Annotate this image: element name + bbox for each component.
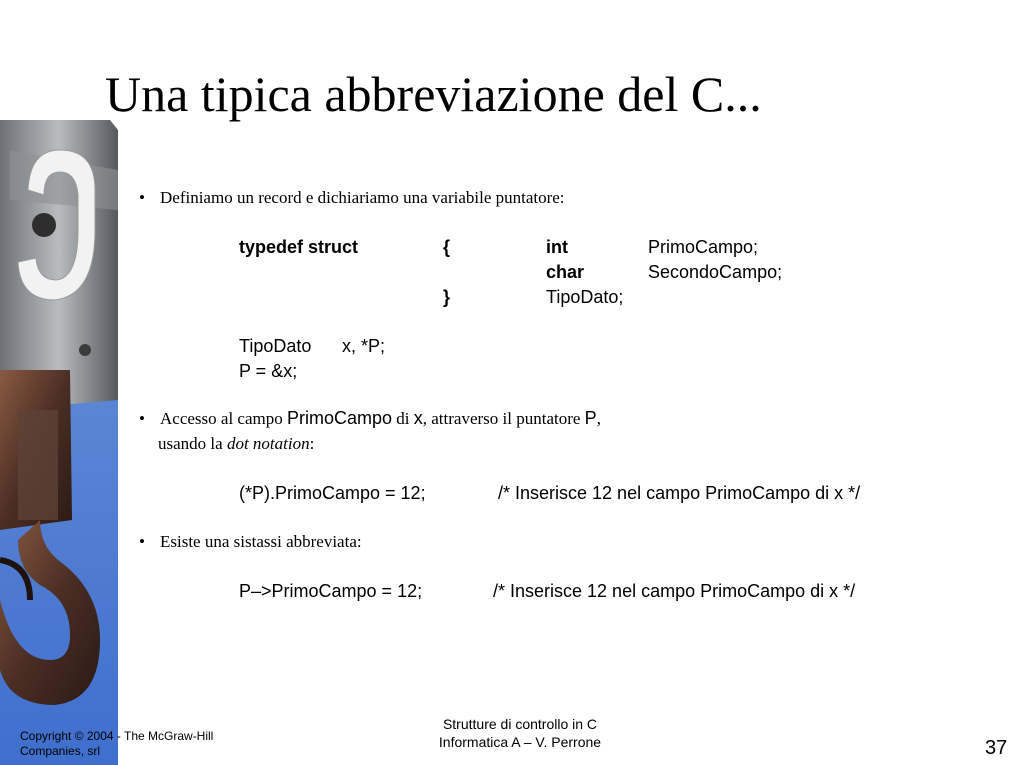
- bullet-accesso: [160, 407, 601, 430]
- line2-dot-notation: dot notation: [226, 434, 310, 453]
- code-decl-vars: x, *P;: [342, 336, 386, 356]
- code-dot-comment: /* Inserisce 12 nel campo PrimoCampo di x */: [498, 483, 861, 503]
- bullet-marker-3: •: [139, 532, 145, 551]
- bullet-sintassi: Esiste una sistassi abbreviata:: [160, 532, 362, 551]
- slide-title: Una tipica abbreviazione del C...: [105, 66, 762, 122]
- code-arrow-comment: /* Inserisce 12 nel campo PrimoCampo di x */: [493, 581, 856, 601]
- code-type-int: int: [546, 237, 568, 257]
- bullet-accesso-var: x: [413, 408, 423, 428]
- code-assign: P = &x;: [239, 361, 298, 381]
- copyright-line2: Companies, srl: [20, 744, 101, 758]
- bullet-marker-1: •: [139, 188, 145, 207]
- crane-hook-image: [0, 0, 118, 765]
- bullet-accesso-field: PrimoCampo: [286, 408, 393, 428]
- bullet-accesso-ptr: P: [584, 408, 597, 428]
- code-dot-statement: (*P).PrimoCampo = 12;: [239, 483, 426, 503]
- footer-course: [410, 715, 630, 751]
- code-close-brace: }: [443, 287, 451, 307]
- bullet-accesso-part1: Accesso al campo: [160, 409, 287, 428]
- bullet-accesso-part4: ,: [596, 409, 601, 428]
- code-type-name: TipoDato;: [546, 287, 624, 307]
- bullet-definiamo: Definiamo un record e dichiariamo una variabile puntatore:: [160, 188, 565, 207]
- code-field-secondocampo: SecondoCampo;: [648, 262, 783, 282]
- code-type-char: char: [546, 262, 585, 282]
- course-line2: Informatica A – V. Perrone: [438, 734, 602, 750]
- line2-part1: usando la: [158, 434, 227, 453]
- code-decl-type: TipoDato: [239, 336, 312, 356]
- line2-part2: :: [309, 434, 315, 453]
- code-typedef-keyword: typedef struct: [239, 237, 359, 257]
- bullet-accesso-part3: , attraverso il puntatore: [422, 409, 585, 428]
- code-field-primocampo: PrimoCampo;: [648, 237, 759, 257]
- footer-copyright: [20, 729, 235, 759]
- bullet-accesso-line2: [158, 433, 314, 455]
- copyright-line1: Copyright © 2004 - The McGraw-Hill: [20, 729, 214, 743]
- code-open-brace: {: [443, 237, 451, 257]
- bullet-accesso-part2: di: [392, 409, 414, 428]
- bullet-marker-2: •: [139, 409, 145, 428]
- course-line1: Strutture di controllo in C: [442, 716, 598, 732]
- code-arrow-statement: P–>PrimoCampo = 12;: [239, 581, 423, 601]
- page-number: 37: [985, 737, 1008, 759]
